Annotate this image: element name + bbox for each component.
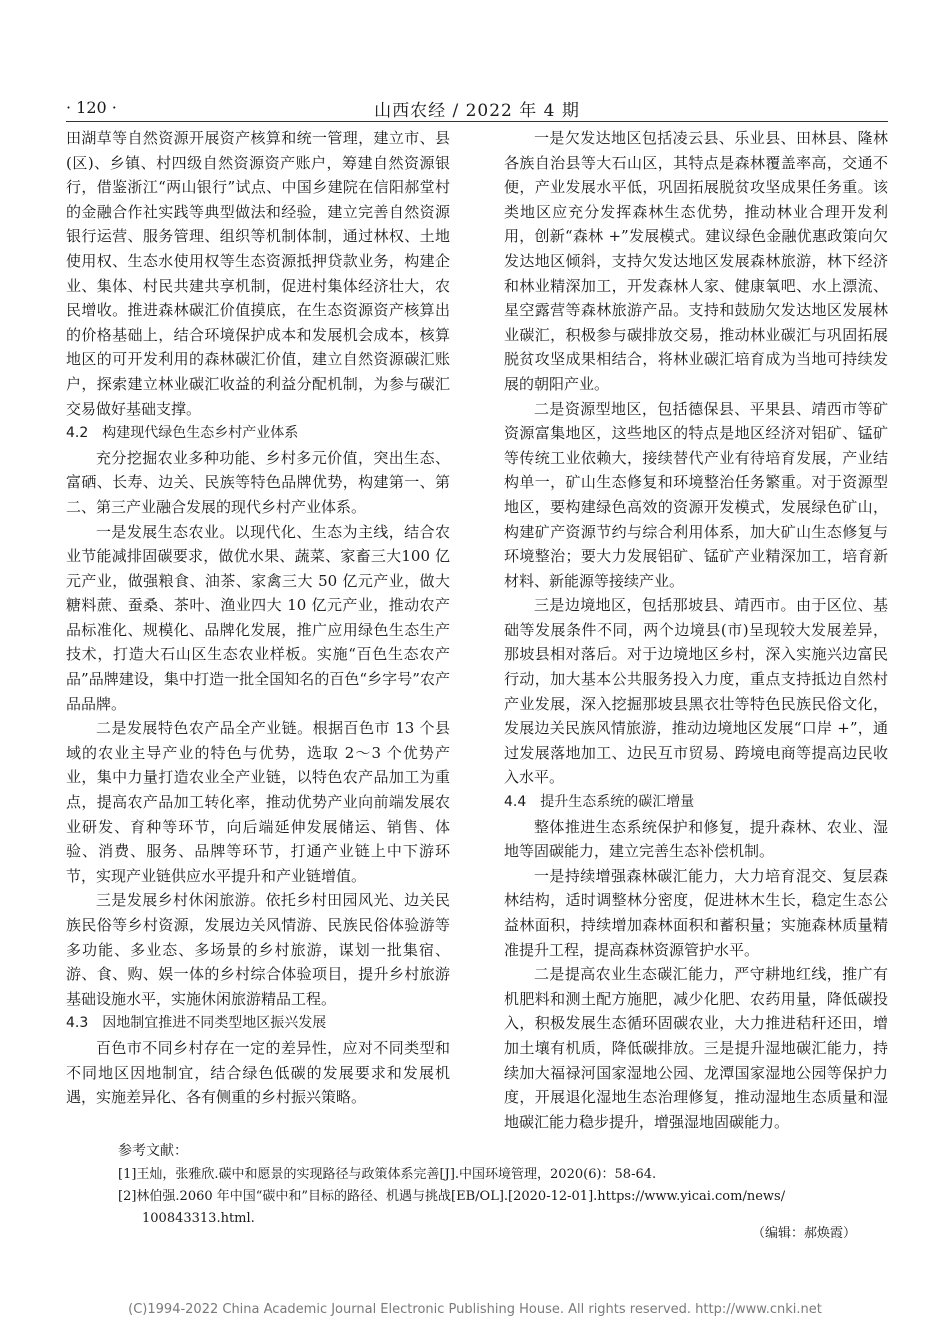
references-title: 参考文献：: [118, 1143, 188, 1159]
paragraph: 充分挖掘农业多种功能、乡村多元价值，突出生态、富硒、长寿、边关、民族等特色品牌优势，构建第一、第二、第三产业融合发展的现代乡村产业体系。: [66, 448, 450, 516]
paragraph: 一是持续增强森林碳汇能力，大力培育混交、复层森林结构，适时调整林分密度，促进林木生长，稳定生态公益林面积，持续增加森林面积和蓄积量；实施森林质量精准提升工程，提高森林资源管护水平。: [504, 866, 888, 959]
reference-url-continuation[interactable]: 100843313.html.: [142, 1211, 255, 1226]
journal-title: 山西农经 / 2022 年 4 期: [374, 101, 580, 121]
section-heading-4-4: 4.4 提升生态系统的碳汇增量: [504, 794, 695, 811]
editor-note: （编辑：郝焕霞）: [751, 1226, 856, 1241]
paragraph: 三是边境地区，包括那坡县、靖西市。由于区位、基础等发展条件不同，两个边境县(市)呈现较大发展差异，那坡县相对落后。对于边境地区乡村，深入实施兴边富民行动，加大基本公共服务投入力度，重点支持抵边自然村产业发展，深入挖掘那坡县黑衣壮等特色民族民俗文化，发展边关民族风情旅游，推动边境地区发展“口岸 +”，通过发展落地加工、边民互市贸易、跨境电商等提高边民收入水平。: [504, 596, 888, 787]
paragraph: 二是提高农业生态碳汇能力，严守耕地红线，推广有机肥料和测土配方施肥，减少化肥、农药用量，降低碳投入，积极发展生态循环固碳农业，大力推进秸秆还田，增加土壤有机质，降低碳排放。三是提升湿地碳汇能力，持续加大福禄河国家湿地公园、龙潭国家湿地公园等保护力度，开展退化湿地生态治理修复，推动湿地生态质量和湿地碳汇能力稳步提升，增强湿地固碳能力。: [504, 965, 888, 1131]
paragraph: 整体推进生态系统保护和修复，提升森林、农业、湿地等固碳能力，建立完善生态补偿机制。: [504, 817, 888, 861]
references: [118, 1140, 858, 1230]
header-rule: [66, 121, 888, 122]
paragraph: 田湖草等自然资源开展资产核算和统一管理，建立市、县(区)、乡镇、村四级自然资源资产账户，筹建自然资源银行，借鉴浙江“两山银行”试点、中国乡建院在信阳郝堂村的金融合作社实践等典型做法和经验，建立完善自然资源银行运营、服务管理、组织等机制体制，通过林权、土地使用权、生态水使用权等生态资源抵押贷款业务，构建企业、集体、村民共建共享机制，促进村集体经济壮大，农民增收。推进森林碳汇价值摸底，在生态资源资产核算出的价格基础上，结合环境保护成本和发展机会成本，核算地区的可开发利用的森林碳汇价值，建立自然资源碳汇账户，探索建立林业碳汇收益的利益分配机制，为参与碳汇交易做好基础支撑。: [66, 129, 450, 418]
paragraph: 二是资源型地区，包括德保县、平果县、靖西市等矿资源富集地区，这些地区的特点是地区经济对铝矿、锰矿等传统工业依赖大，接续替代产业有待培育发展，产业结构单一，矿山生态修复和环境整治任务繁重。对于资源型地区，要构建绿色高效的资源开发模式，发展绿色矿山，构建矿产资源节约与综合利用体系，加大矿山生态修复与环境整治；要大力发展铝矿、锰矿产业精深加工，培育新材料、新能源等接续产业。: [504, 399, 888, 590]
paragraph: 二是发展特色农产品全产业链。根据百色市 13 个县域的农业主导产业的特色与优势，选取 2～3 个优势产业，集中力量打造农业全产业链，以特色农产品加工为重点，提高农产品加工转化率，推动优势产业向前端发展农业研发、育种等环节，向后端延伸发展储运、销售、体验、消费、服务、品牌等环节，打通产业链上中下游环节，实现产业链供应水平提升和产业链增值。: [66, 719, 450, 885]
paragraph: 百色市不同乡村存在一定的差异性，应对不同类型和不同地区因地制宜，结合绿色低碳的发展要求和发展机遇，实施差异化、各有侧重的乡村振兴策略。: [66, 1038, 450, 1107]
section-heading-4-2: 4.2 构建现代绿色生态乡村产业体系: [66, 425, 299, 442]
paragraph: 一是发展生态农业。以现代化、生态为主线，结合农业节能减排固碳要求，做优水果、蔬菜、家畜三大100 亿元产业，做强粮食、油茶、家禽三大 50 亿元产业，做大糖料蔗、蚕桑、茶叶、渔业四大 10 亿元产业，推动农产品标准化、规模化、品牌化发展，推广应用绿色生态生产技术，打造大石山区生态农业样板。实施“百色生态农产品”品牌建设，集中打造一批全国知名的百色“乡字号”农产品品牌。: [66, 522, 450, 713]
page-header: [66, 92, 888, 122]
right-column: [504, 126, 888, 1134]
left-column: [66, 126, 450, 1110]
paragraph: 一是欠发达地区包括凌云县、乐业县、田林县、隆林各族自治县等大石山区，其特点是森林覆盖率高，交通不便，产业发展水平低，巩固拓展脱贫攻坚成果任务重。该类地区应充分发挥森林生态优势，推动林业合理开发利用，创新“森林 +”发展模式。建议绿色金融优惠政策向欠发达地区倾斜，支持欠发达地区发展森林旅游，林下经济和林业精深加工，开发森林人家、健康氧吧、水上漂流、星空露营等森林旅游产品。支持和鼓励欠发达地区发展林业碳汇，积极参与碳排放交易，推动林业碳汇与巩固拓展脱贫攻坚成果相结合，将林业碳汇培育成为当地可持续发展的朝阳产业。: [504, 129, 888, 393]
section-heading-4-3: 4.3 因地制宜推进不同类型地区振兴发展: [66, 1015, 327, 1032]
paragraph: 三是发展乡村休闲旅游。依托乡村田园风光、边关民族民俗等乡村资源，发展边关风情游、民族民俗体验游等多功能、多业态、多场景的乡村旅游，谋划一批集宿、游、食、购、娱一体的乡村综合体验项目，提升乡村旅游基础设施水平，实施休闲旅游精品工程。: [66, 891, 450, 1008]
reference-item: [118, 1186, 858, 1230]
page-number: · 120 ·: [66, 98, 117, 117]
reference-item: [1]王灿，张雅欣.碳中和愿景的实现路径与政策体系完善[J].中国环境管理，2020(6)：58-64.: [118, 1167, 657, 1182]
copyright-footer: (C)1994-2022 China Academic Journal Electronic Publishing House. All rights reserved. http://www.cnki.net: [128, 1302, 822, 1317]
reference-line: [2]林伯强.2060 年中国“碳中和”目标的路径、机遇与挑战[EB/OL].[2020-12-01].https://www.yicai.com/news/: [118, 1189, 786, 1204]
